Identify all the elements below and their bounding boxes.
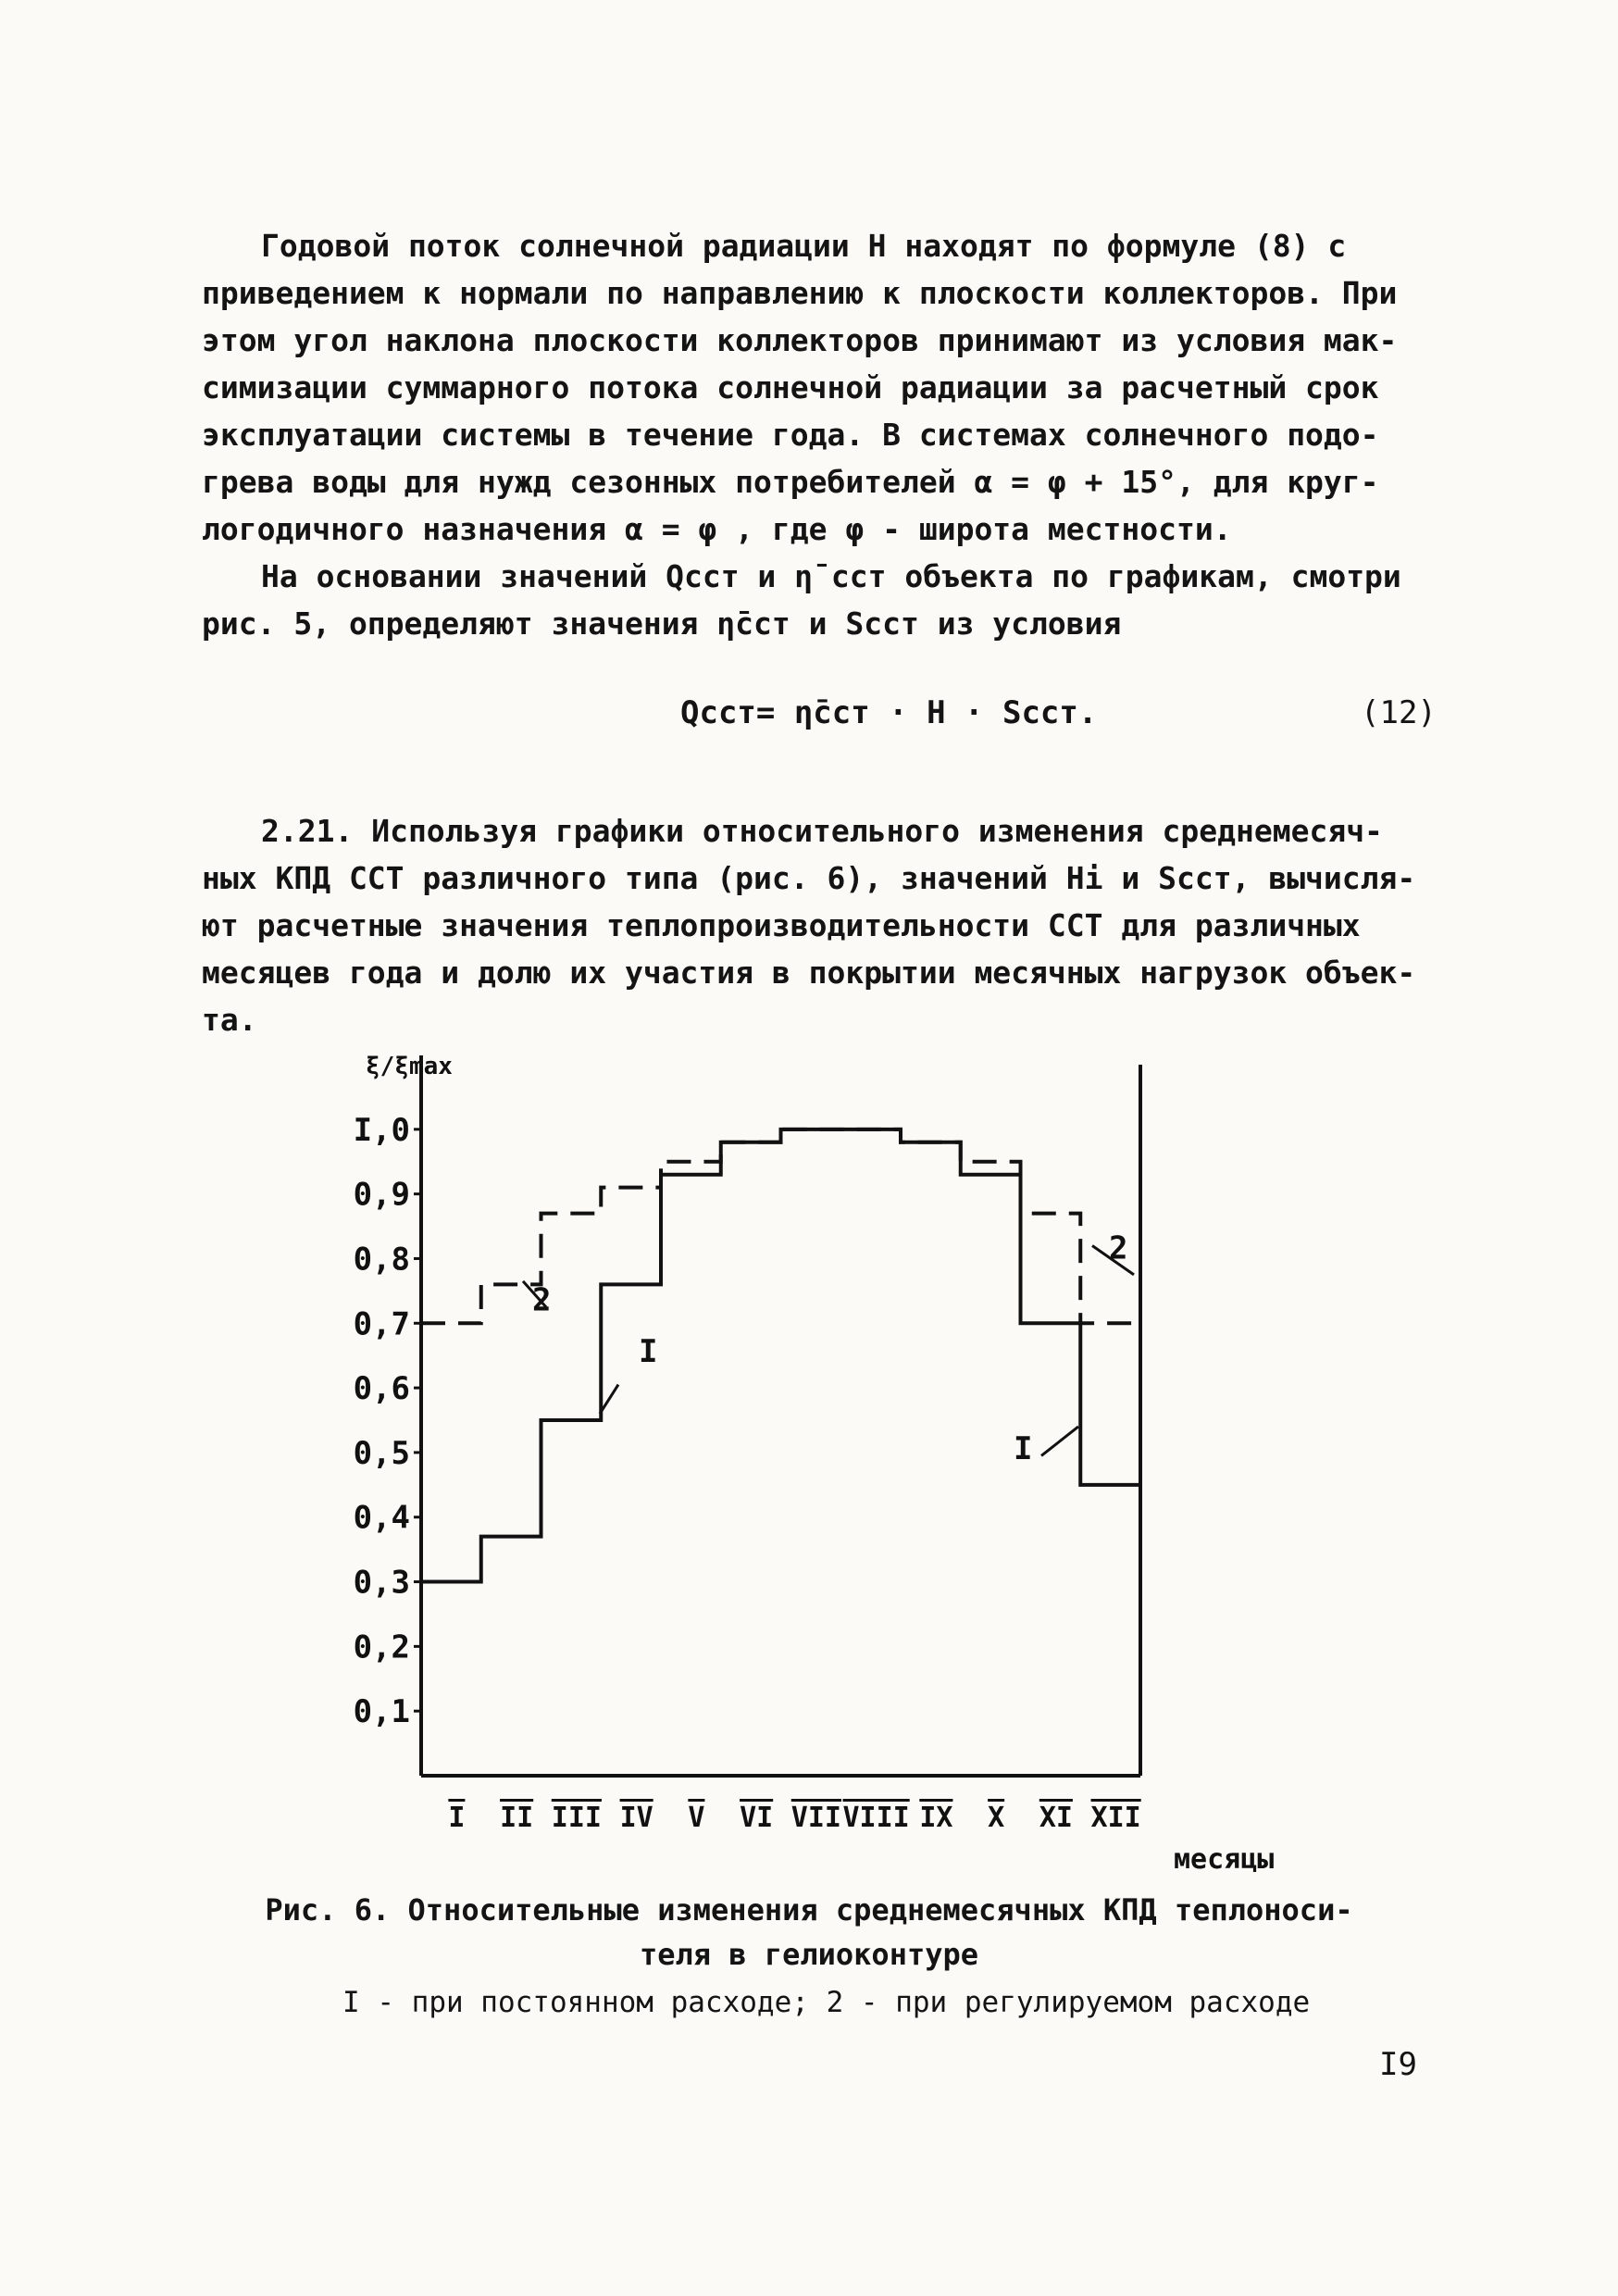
y-tick-label: 0,6 — [353, 1370, 410, 1408]
x-tick-label: XII — [1090, 1802, 1141, 1834]
formula-expression: Qсст= η̄сст · Н · Sсст. — [680, 694, 1098, 731]
page-number: I9 — [1379, 2046, 1417, 2083]
text-line: та. — [202, 1002, 257, 1038]
y-tick-label: 0,7 — [353, 1305, 410, 1343]
series-label-leader — [1041, 1427, 1078, 1455]
y-axis-label: ξ/ξmax — [366, 1053, 453, 1080]
x-tick-label: VI — [740, 1802, 774, 1834]
series-label: 2 — [532, 1281, 552, 1319]
x-tick-label: IX — [919, 1802, 953, 1834]
text-line: ют расчетные значения теплопроизводительности ССТ для различных — [202, 907, 1361, 943]
figure-caption-line-1: Рис. 6. Относительные изменения среднемесячных КПД теплоноси- — [265, 1892, 1353, 1928]
series-label: I — [639, 1333, 658, 1371]
x-tick-label: VII — [790, 1802, 841, 1834]
text-line: Годовой поток солнечной радиации Н находят по формуле (8) с — [261, 228, 1347, 264]
figure-caption-line-2: теля в гелиоконтуре — [639, 1937, 979, 1972]
paragraph-3 — [202, 807, 1433, 1043]
step-chart-svg — [0, 1046, 1618, 1879]
paragraph-1 — [202, 222, 1433, 553]
x-tick-label: I — [448, 1802, 466, 1834]
y-tick-label: 0,1 — [353, 1693, 410, 1731]
series-label: I — [1014, 1429, 1033, 1467]
y-tick-label: 0,4 — [353, 1499, 410, 1537]
text-line: симизации суммарного потока солнечной радиации за расчетный срок — [202, 369, 1379, 406]
y-tick-label: 0,5 — [353, 1434, 410, 1472]
text-line: месяцев года и долю их участия в покрытии месячных нагрузок объек- — [202, 955, 1416, 991]
text-line: приведением к нормали по направлению к плоскости коллекторов. При — [202, 275, 1398, 311]
text-line: логодичного назначения α = φ , где φ - широта местности. — [202, 511, 1232, 547]
text-line: рис. 5, определяют значения η̄сст и Sсст из условия — [202, 605, 1122, 642]
text-line: грева воды для нужд сезонных потребителей α = φ + 15°, для круг- — [202, 464, 1379, 500]
formula-number: (12) — [1361, 694, 1437, 731]
text-line: эксплуатации системы в течение года. В системах солнечного подо- — [202, 417, 1379, 453]
x-tick-label: V — [688, 1802, 705, 1834]
figure-6-chart — [0, 1046, 1618, 1879]
x-tick-label: II — [500, 1802, 534, 1834]
figure-legend: I - при постоянном расходе; 2 - при регулируемом расходе — [342, 1986, 1311, 2019]
x-tick-label: III — [551, 1802, 602, 1834]
y-tick-label: 0,3 — [353, 1564, 410, 1602]
x-tick-label: X — [988, 1802, 1005, 1834]
x-tick-label: XI — [1039, 1802, 1073, 1834]
text-line: 2.21. Используя графики относительного изменения среднемесяч- — [261, 813, 1383, 849]
y-tick-label: 0,2 — [353, 1628, 410, 1666]
series-label: 2 — [1109, 1229, 1128, 1267]
paragraph-2 — [202, 553, 1433, 647]
series-1-step-line — [421, 1129, 1140, 1582]
text-line: этом угол наклона плоскости коллекторов принимают из условия мак- — [202, 322, 1398, 358]
x-tick-label: VIII — [842, 1802, 910, 1834]
text-line: На основании значений Qсст и η̄ сст объекта по графикам, смотри — [261, 558, 1401, 594]
y-tick-label: 0,8 — [353, 1241, 410, 1279]
text-line: ных КПД ССТ различного типа (рис. 6), значений Нi и Sсст, вычисля- — [202, 860, 1416, 896]
y-tick-label: 0,9 — [353, 1176, 410, 1214]
x-tick-label: IV — [619, 1802, 653, 1834]
series-2-step-line — [421, 1129, 1140, 1323]
y-tick-label: I,0 — [353, 1111, 410, 1149]
x-axis-label: месяцы — [1174, 1843, 1275, 1876]
